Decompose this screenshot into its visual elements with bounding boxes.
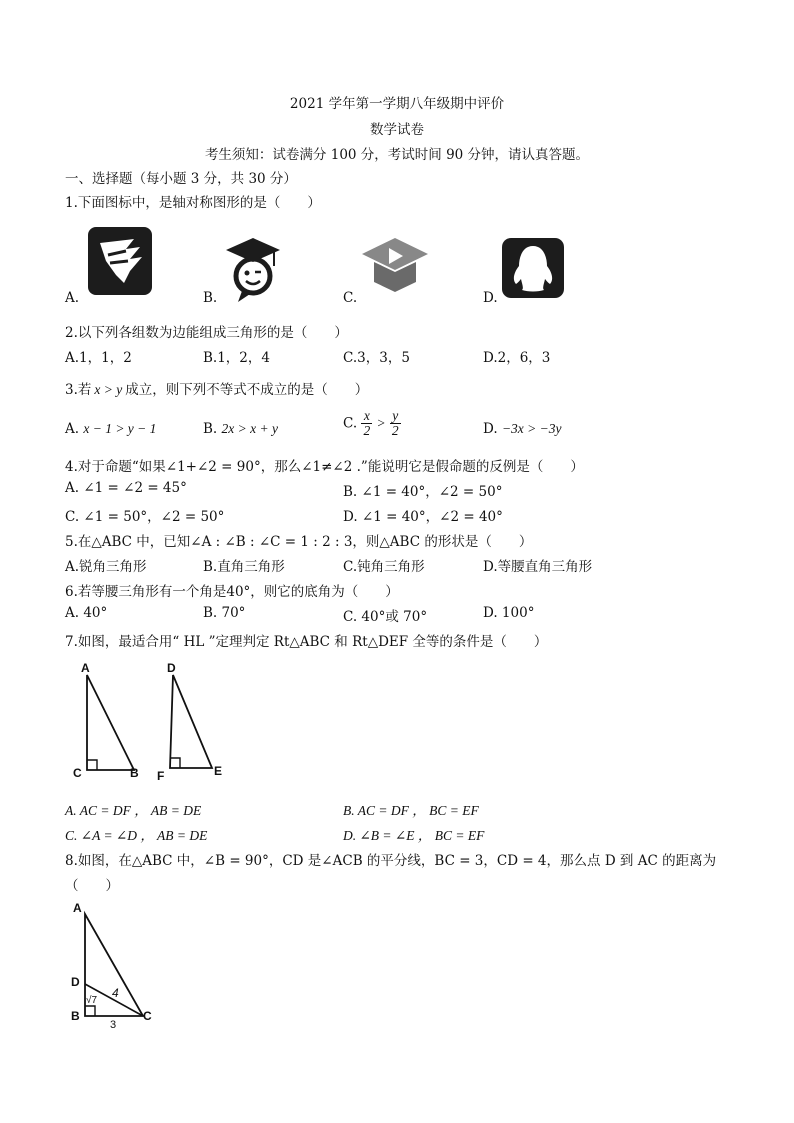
q8-label-d: D: [71, 975, 80, 989]
q7-label-c: C: [73, 766, 82, 780]
q4-stem: 4.对于命题“如果∠1+∠2 = 90°，那么∠1≠∠2 .”能说明它是假命题的反例是（ ）: [65, 459, 584, 475]
q2-option-b: B.1，2，4: [203, 350, 270, 366]
q2-stem: 2.以下列各组数为边能组成三角形的是（ ）: [65, 325, 348, 341]
q4-option-a: A. ∠1 = ∠2 = 45°: [65, 480, 187, 496]
q5-option-d: D.等腰直角三角形: [483, 559, 593, 575]
graduate-smiley-icon: [224, 236, 282, 310]
penguin-logo-icon: [500, 236, 566, 304]
q1-stem: 1.下面图标中，是轴对称图形的是（ ）: [65, 195, 321, 211]
q7-option-d: D. ∠B = ∠E ， BC = EF: [343, 828, 485, 843]
q7-option-b: B. AC = DF ， BC = EF: [343, 803, 479, 818]
q1-option-a: A.: [65, 290, 80, 306]
q7-label-b: B: [130, 766, 139, 780]
q7-option-c: C. ∠A = ∠D ， AB = DE: [65, 828, 208, 843]
q8-label-b: B: [71, 1009, 80, 1023]
q3-stem-math: x > y: [94, 382, 123, 397]
q1-option-c: C.: [343, 290, 358, 306]
section-title: 一、选择题（每小题 3 分，共 30 分）: [65, 171, 297, 187]
q8-label-cd: 4: [112, 986, 119, 1000]
q5-stem: 5.在△ABC 中，已知∠A : ∠B : ∠C = 1 : 2 : 3，则△ABC 的形状是（ ）: [65, 534, 533, 550]
q6-option-b: B. 70°: [203, 605, 246, 621]
q6-option-c: C. 40°或 70°: [343, 609, 428, 625]
q7-label-d: D: [167, 661, 176, 675]
exam-title: 2021 学年第一学期八年级期中评价: [289, 96, 505, 112]
q3-option-b: B. 2x > x + y: [203, 421, 278, 437]
q6-option-d: D. 100°: [483, 605, 535, 621]
q8-label-bd: √7: [86, 995, 98, 1006]
q6-option-a: A. 40°: [65, 605, 108, 621]
q3-stem: [65, 378, 368, 398]
q7-figure: [60, 655, 240, 785]
exam-notice: 考生须知：试卷满分 100 分，考试时间 90 分钟，请认真答题。: [204, 147, 590, 163]
q4-option-c: C. ∠1 = 50°，∠2 = 50°: [65, 509, 225, 525]
exam-subtitle: 数学试卷: [370, 122, 424, 138]
q8-figure: [60, 898, 170, 1038]
q4-option-d: D. ∠1 = 40°，∠2 = 40°: [343, 509, 503, 525]
q4-option-b: B. ∠1 = 40°，∠2 = 50°: [343, 484, 503, 500]
q3-stem-pre: 3.若: [65, 382, 92, 398]
q7-option-a: A. AC = DF ， AB = DE: [65, 803, 202, 818]
feather-logo-icon: [86, 225, 154, 301]
q7-label-f: F: [157, 769, 165, 783]
q8-stem: 8.如图，在△ABC 中，∠B = 90°，CD 是∠ACB 的平分线，BC = 3，CD = 4，那么点 D 到 AC 的距离为: [65, 853, 717, 869]
q7-label-a: A: [81, 661, 90, 675]
q8-label-a: A: [73, 901, 82, 915]
q8-label-bc: 3: [110, 1019, 117, 1031]
play-cap-icon: [360, 236, 430, 300]
q2-option-a: A.1，1，2: [65, 350, 132, 366]
q6-stem: 6.若等腰三角形有一个角是40°，则它的底角为（ ）: [65, 584, 399, 600]
q3-option-d: D. −3x > −3y: [483, 421, 562, 437]
q1-option-b: B.: [203, 290, 218, 306]
q7-stem: 7.如图，最适合用“ HL ”定理判定 Rt△ABC 和 Rt△DEF 全等的条件是（ ）: [65, 634, 548, 650]
q5-option-a: A.锐角三角形: [65, 559, 147, 575]
q3-option-c: C. $\frac{x}{2}$ > $\frac{y}{2}$: [343, 408, 399, 438]
q2-option-c: C.3，3，5: [343, 350, 410, 366]
q3-option-a: A. x − 1 > y − 1: [65, 421, 157, 437]
q5-option-b: B.直角三角形: [203, 559, 285, 575]
q7-label-e: E: [214, 764, 223, 778]
q8-label-c: C: [143, 1009, 152, 1023]
q1-option-d: D.: [483, 290, 498, 306]
q5-option-c: C.钝角三角形: [343, 559, 425, 575]
q2-option-d: D.2，6，3: [483, 350, 551, 366]
q3-stem-post: 成立，则下列不等式不成立的是（ ）: [125, 382, 369, 398]
q8-stem-blank: （ ）: [65, 878, 119, 894]
